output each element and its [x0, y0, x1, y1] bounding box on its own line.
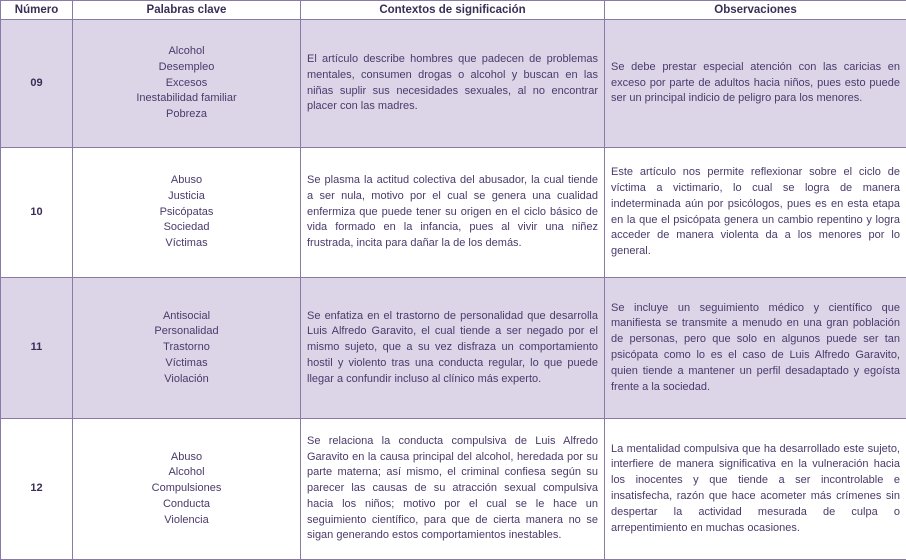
keyword: Inestabilidad familiar: [136, 92, 237, 105]
keyword: Víctimas: [165, 356, 208, 369]
keyword: Sociedad: [163, 221, 210, 234]
observation-cell: Se incluye un seguimiento médico y científico que manifiesta se transmite a menudo en una gran población de personas, pero que solo en algunos puede ser tan psicópata como lo es el caso de Luis Alfredo Garavito, quien tiende a mantener un perfil desadaptado y egoísta frente a la sociedad.: [605, 278, 906, 419]
keyword: Pobreza: [166, 108, 207, 121]
keyword: Conducta: [162, 497, 211, 510]
keyword: Compulsiones: [151, 482, 222, 495]
table-row: [1, 419, 906, 560]
keywords-cell: [73, 278, 301, 419]
observation-cell: Se debe prestar especial atención con las caricias en exceso por parte de adultos hacia niños, pues esto puede ser un principal indicio de peligro para los menores.: [605, 20, 906, 148]
keyword: Personalidad: [154, 325, 219, 338]
header-row: [1, 1, 906, 20]
keywords-cell: [73, 20, 301, 148]
row-number: 12: [1, 419, 73, 560]
context-cell: Se plasma la actitud colectiva del abusador, la cual tiende a ser nula, motivo por el cual se genera una cualidad enfermiza que puede tener su origen en el ciclo básico de vida formado en la infancia, pues al vivir una niñez frustrada, incita para dañar la de los demás.: [301, 148, 605, 278]
keyword: Abuso: [170, 450, 203, 463]
table-row: [1, 278, 906, 419]
keyword: Excesos: [165, 76, 208, 89]
observation-cell: La mentalidad compulsiva que ha desarrollado este sujeto, interfiere de manera significativa en la vulneración hacia los inocentes y que tiende a ser incontrolable e insatisfecha, razón que hace acometer más crímenes sin despertar la actividad mesurada de culpa o arrepentimiento en muchas ocasiones.: [605, 419, 906, 560]
context-cell: Se relaciona la conducta compulsiva de Luis Alfredo Garavito en la causa principal del alcohol, heredada por su parte materna; así mismo, el criminal confiesa según su parecer las causas de su atracción sexual compulsiva hacia los niños; motivo por el cual se le hace un seguimiento científico, para que de cierta manera no se sigan generando estos comportamientos inestables.: [301, 419, 605, 560]
keyword: Desempleo: [158, 60, 215, 73]
header-observaciones: Observaciones: [605, 1, 906, 20]
keyword: Justicia: [168, 189, 205, 202]
keyword: Abuso: [170, 174, 203, 186]
row-number: 10: [1, 148, 73, 278]
header-palabras-clave: Palabras clave: [73, 1, 301, 20]
header-contextos: Contextos de significación: [301, 1, 605, 20]
table-row: [1, 20, 906, 148]
table-row: [1, 148, 906, 278]
keyword: Violencia: [164, 513, 209, 526]
header-numero: Número: [1, 1, 73, 20]
keyword: Víctimas: [165, 237, 208, 250]
row-number: 09: [1, 20, 73, 148]
keywords-cell: [73, 148, 301, 278]
keyword: Violación: [164, 372, 209, 385]
context-cell: Se enfatiza en el trastorno de personalidad que desarrolla Luis Alfredo Garavito, el cual tiende a ser negado por el mismo sujeto, que a su vez disfraza un comportamiento hostil y violento tras una conducta regular, lo que puede llegar a confundir incluso al clínico más experto.: [301, 278, 605, 419]
keyword: Alcohol: [168, 466, 205, 479]
keywords-cell: [73, 419, 301, 560]
keyword: Psicópatas: [159, 205, 214, 218]
keyword: Antisocial: [162, 309, 211, 322]
context-cell: El artículo describe hombres que padecen de problemas mentales, consumen drogas o alcohol y buscan en las niñas suplir sus necesidades sexuales, al no encontrar placer con las madres.: [301, 20, 605, 148]
observation-cell: Este artículo nos permite reflexionar sobre el ciclo de víctima a victimario, lo cual se logra de manera indeterminada aún por psicólogos, pues es en esta etapa en la que el psicópata genera un cambio repentino y logra acceder de manera violenta da a los menores por lo general.: [605, 148, 906, 278]
keyword: Alcohol: [168, 45, 205, 57]
row-number: 11: [1, 278, 73, 419]
keyword: Trastorno: [163, 341, 210, 354]
